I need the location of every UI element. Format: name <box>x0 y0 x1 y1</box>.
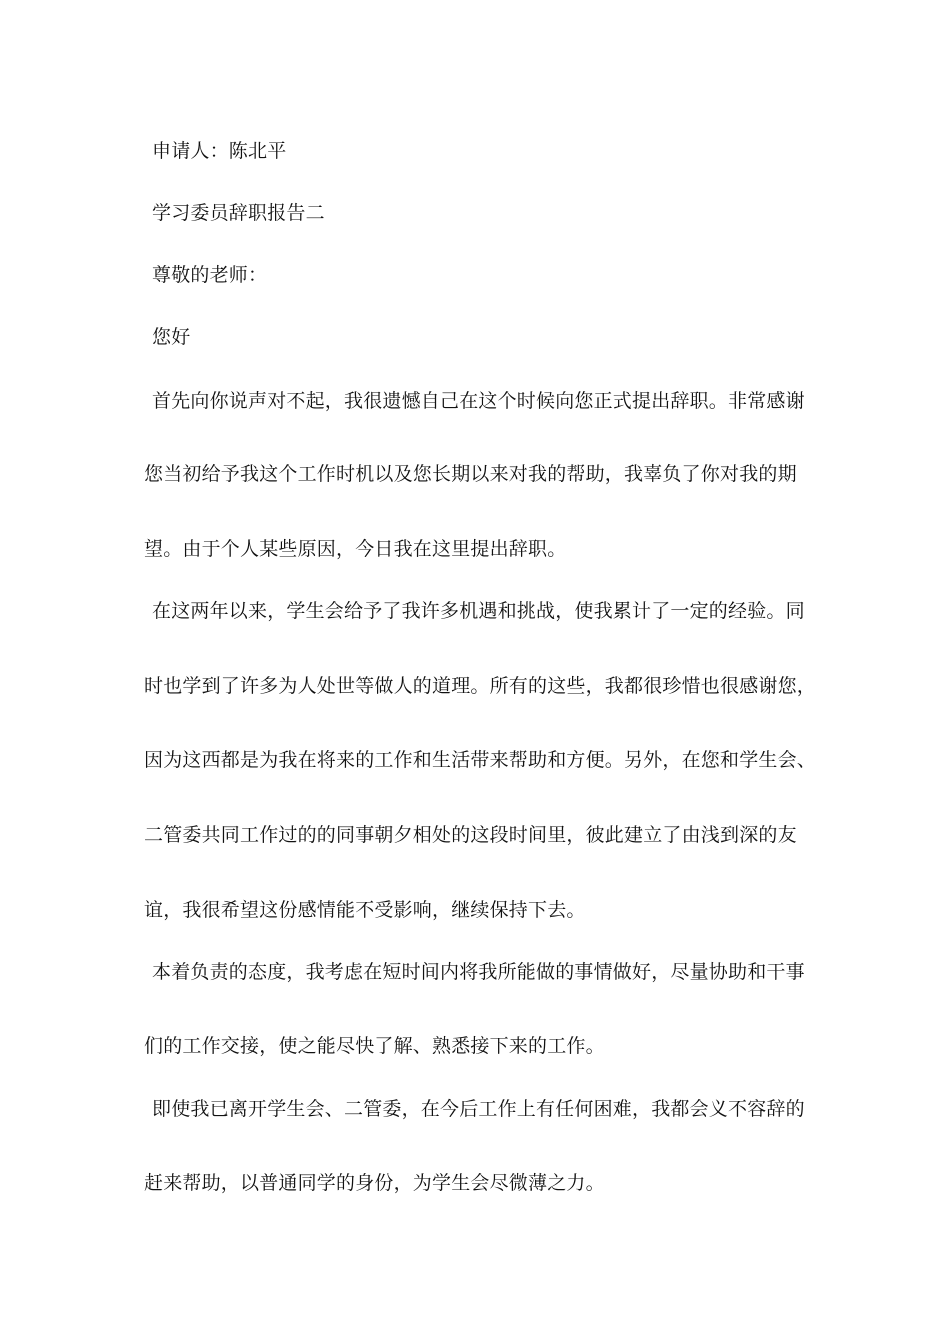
paragraph-2-line-3: 因为这西都是为我在将来的工作和生活带来帮助和方便。另外，在您和学生会、 <box>144 749 817 771</box>
greeting: 您好 <box>152 326 191 348</box>
paragraph-1-line-2: 您当初给予我这个工作时机以及您长期以来对我的帮助，我辜负了你对我的期 <box>144 463 797 485</box>
applicant-line: 申请人：陈北平 <box>152 140 287 162</box>
paragraph-2-line-1: 在这两年以来，学生会给予了我许多机遇和挑战，使我累计了一定的经验。同 <box>152 600 805 622</box>
paragraph-2-line-4: 二管委共同工作过的的同事朝夕相处的这段时间里，彼此建立了由浅到深的友 <box>144 824 797 846</box>
document-title: 学习委员辞职报告二 <box>152 202 325 224</box>
paragraph-1-line-3: 望。由于个人某些原因，今日我在这里提出辞职。 <box>144 538 567 560</box>
paragraph-2-line-2: 时也学到了许多为人处世等做人的道理。所有的这些，我都很珍惜也很感谢您， <box>144 675 817 697</box>
paragraph-2-line-5: 谊，我很希望这份感情能不受影响，继续保持下去。 <box>144 899 586 921</box>
paragraph-4-line-1: 即使我已离开学生会、二管委，在今后工作上有任何困难，我都会义不容辞的 <box>152 1098 805 1120</box>
paragraph-4-line-2: 赶来帮助，以普通同学的身份，为学生会尽微薄之力。 <box>144 1172 605 1194</box>
salutation: 尊敬的老师： <box>152 264 268 286</box>
paragraph-3-line-2: 们的工作交接，使之能尽快了解、熟悉接下来的工作。 <box>144 1035 605 1057</box>
paragraph-3-line-1: 本着负责的态度，我考虑在短时间内将我所能做的事情做好，尽量协助和干事 <box>152 961 805 983</box>
paragraph-1-line-1: 首先向你说声对不起，我很遗憾自己在这个时候向您正式提出辞职。非常感谢 <box>152 390 805 412</box>
